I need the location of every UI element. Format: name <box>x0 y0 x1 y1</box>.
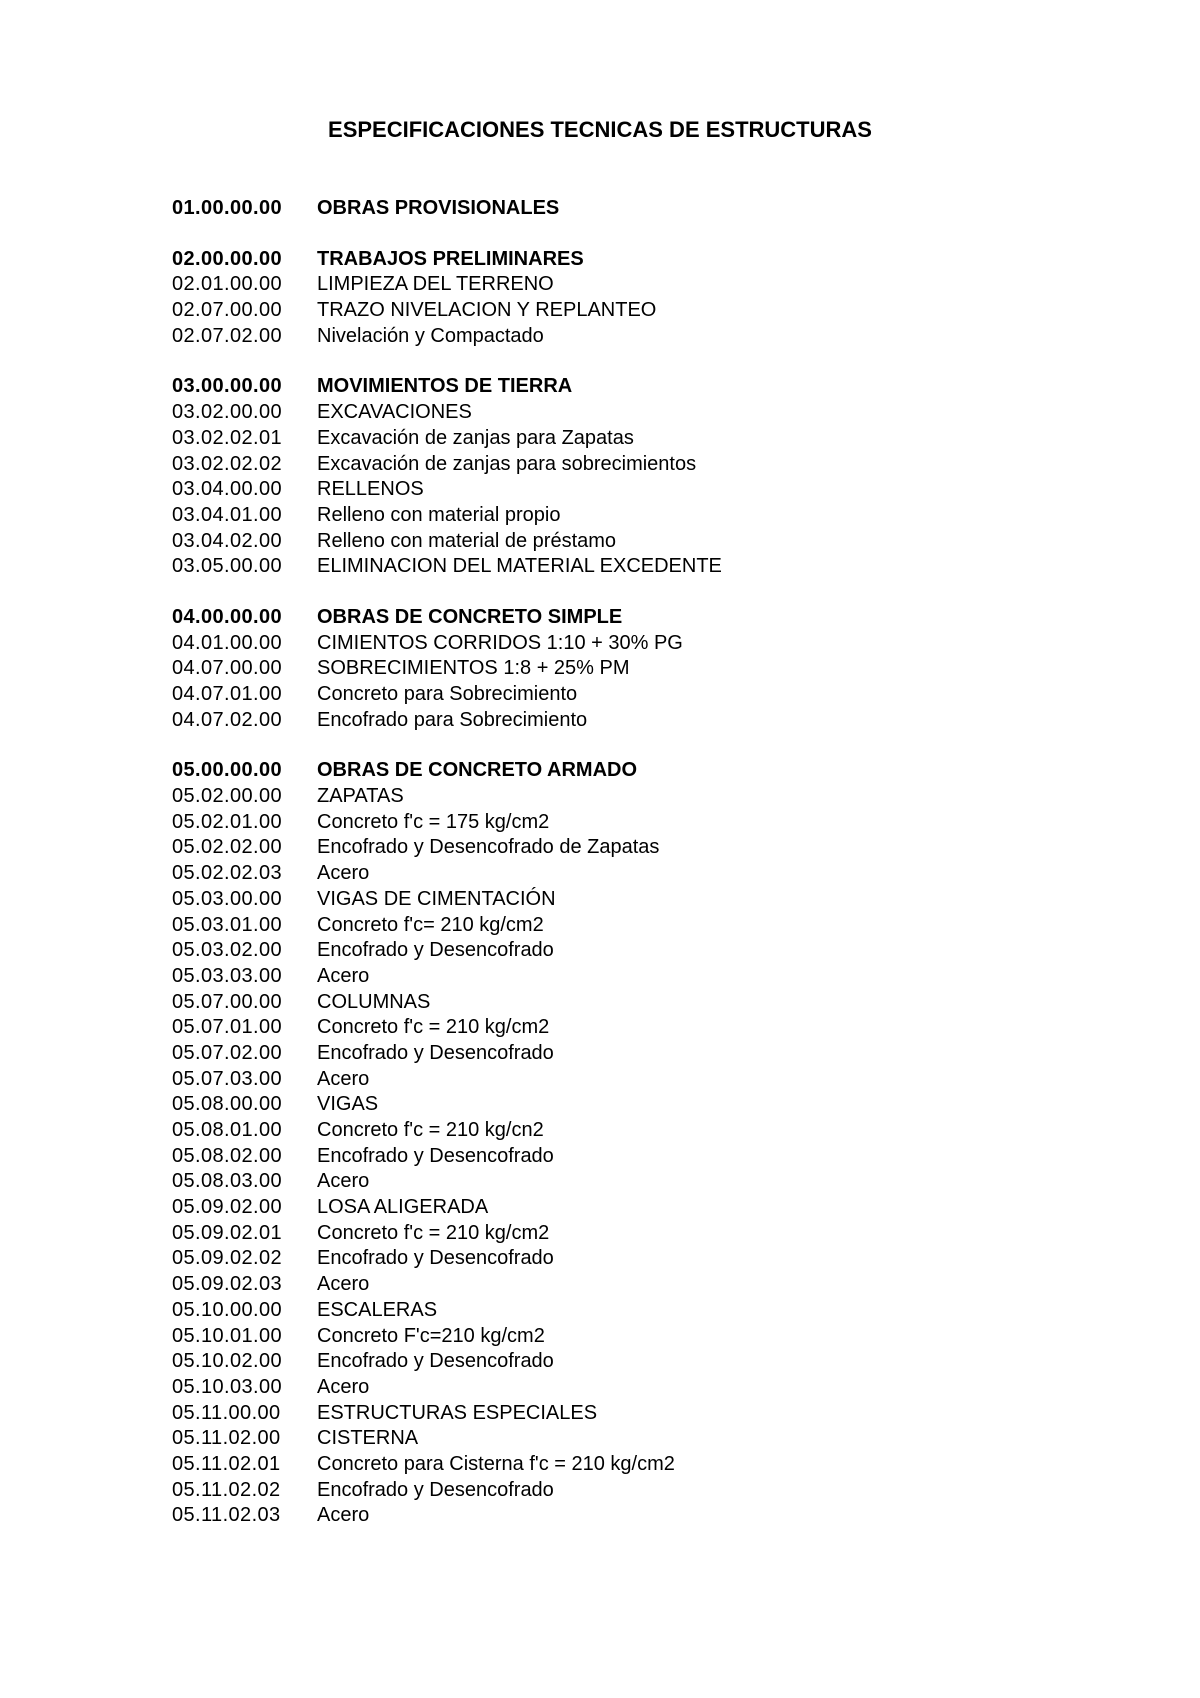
item-code: 04.07.01.00 <box>172 683 283 705</box>
item-code: 05.11.02.02 <box>172 1478 281 1501</box>
item-code: 05.09.02.01 <box>172 1221 283 1244</box>
item-code: 03.04.00.00 <box>172 478 283 501</box>
item-code: 05.11.00.00 <box>172 1401 281 1424</box>
item-label: Encofrado y Desencofrado <box>317 1247 554 1270</box>
item-label: EXCAVACIONES <box>317 401 472 424</box>
list-item <box>172 1067 1132 1093</box>
list-item <box>172 1503 1132 1529</box>
item-code: 05.02.00.00 <box>172 785 283 808</box>
item-label: ESCALERAS <box>317 1298 438 1321</box>
item-code: 05.09.02.02 <box>172 1247 283 1270</box>
item-label: Excavación de zanjas para Zapatas <box>317 426 634 449</box>
item-code: 05.07.01.00 <box>172 1016 283 1039</box>
item-code: 03.04.02.00 <box>172 529 283 552</box>
item-code: 05.09.02.00 <box>172 1196 283 1219</box>
list-item <box>172 1118 1132 1144</box>
list-item <box>172 631 1132 657</box>
item-label: Acero <box>317 862 370 885</box>
list-item <box>172 272 1132 298</box>
list-item <box>172 452 1132 478</box>
item-code: 05.11.02.01 <box>172 1452 281 1475</box>
item-label: CISTERNA <box>317 1427 419 1450</box>
list-item <box>172 990 1132 1016</box>
item-label: CIMIENTOS CORRIDOS 1:10 + 30% PG <box>317 631 683 654</box>
item-label: Concreto f'c = 210 kg/cn2 <box>317 1119 544 1141</box>
item-code: 03.04.01.00 <box>172 503 283 526</box>
list-item <box>172 887 1132 913</box>
item-code: 03.02.02.01 <box>172 426 283 449</box>
list-item <box>172 1349 1132 1375</box>
item-code: 05.11.02.00 <box>172 1427 281 1450</box>
item-label: Acero <box>317 1170 370 1193</box>
list-item <box>172 1144 1132 1170</box>
list-item <box>172 1221 1132 1247</box>
item-code: 03.02.02.02 <box>172 452 283 475</box>
list-item <box>172 1041 1132 1067</box>
item-code: 02.07.02.00 <box>172 324 283 347</box>
item-label: TRAZO NIVELACION Y REPLANTEO <box>317 299 657 322</box>
section-code: 02.00.00.00 <box>172 247 283 270</box>
item-code: 04.01.00.00 <box>172 631 283 654</box>
item-code: 05.10.01.00 <box>172 1324 283 1347</box>
item-code: 05.08.02.00 <box>172 1144 283 1167</box>
item-code: 04.07.02.00 <box>172 708 283 731</box>
item-code: 05.10.00.00 <box>172 1298 283 1321</box>
item-label: LIMPIEZA DEL TERRENO <box>317 273 554 296</box>
document-title: ESPECIFICACIONES TECNICAS DE ESTRUCTURAS <box>328 117 872 142</box>
item-label: VIGAS DE CIMENTACIÓN <box>317 887 556 910</box>
item-label: Acero <box>317 1375 370 1398</box>
list-item <box>172 1375 1132 1401</box>
item-label: Acero <box>317 964 370 987</box>
item-code: 05.03.02.00 <box>172 939 283 962</box>
list-item <box>172 835 1132 861</box>
specification-index <box>172 196 1132 1529</box>
item-code: 05.10.03.00 <box>172 1375 283 1398</box>
item-label: LOSA ALIGERADA <box>317 1196 489 1219</box>
item-label: Excavación de zanjas para sobrecimientos <box>317 452 697 475</box>
list-item <box>172 1015 1132 1041</box>
item-label: COLUMNAS <box>317 990 431 1013</box>
item-code: 03.02.00.00 <box>172 401 283 424</box>
item-label: SOBRECIMIENTOS 1:8 + 25% PM <box>317 657 630 680</box>
section-code: 04.00.00.00 <box>172 605 283 628</box>
list-item <box>172 1324 1132 1350</box>
section-label: MOVIMIENTOS DE TIERRA <box>317 375 573 398</box>
item-label: ZAPATAS <box>317 785 404 808</box>
item-code: 04.07.00.00 <box>172 657 283 680</box>
item-label: Encofrado y Desencofrado <box>317 1041 554 1064</box>
list-item <box>172 1478 1132 1504</box>
item-code: 05.02.02.00 <box>172 836 283 859</box>
section-label: TRABAJOS PRELIMINARES <box>317 247 584 270</box>
list-item <box>172 913 1132 939</box>
list-item <box>172 529 1132 555</box>
item-label: Encofrado y Desencofrado de Zapatas <box>317 836 660 859</box>
item-label: Relleno con material de préstamo <box>317 529 617 552</box>
list-item <box>172 1401 1132 1427</box>
item-label: Acero <box>317 1067 370 1090</box>
item-label: Concreto f'c= 210 kg/cm2 <box>317 913 544 936</box>
item-code: 05.08.01.00 <box>172 1119 283 1141</box>
list-item <box>172 656 1132 682</box>
item-code: 05.07.03.00 <box>172 1067 283 1090</box>
item-label: Encofrado y Desencofrado <box>317 1478 554 1501</box>
item-label: Concreto f'c = 210 kg/cm2 <box>317 1016 550 1039</box>
item-label: Concreto para Cisterna f'c = 210 kg/cm2 <box>317 1452 675 1475</box>
section-label: OBRAS DE CONCRETO ARMADO <box>317 759 638 782</box>
item-code: 05.02.01.00 <box>172 810 283 833</box>
list-item <box>172 1169 1132 1195</box>
item-code: 05.09.02.03 <box>172 1273 283 1296</box>
list-item <box>172 503 1132 529</box>
item-code: 05.08.00.00 <box>172 1093 283 1116</box>
list-item <box>172 1452 1132 1478</box>
item-code: 03.05.00.00 <box>172 555 283 578</box>
item-code: 05.03.03.00 <box>172 964 283 987</box>
item-code: 05.08.03.00 <box>172 1170 283 1193</box>
item-code: 02.07.00.00 <box>172 299 283 322</box>
item-label: VIGAS <box>317 1093 379 1116</box>
item-label: Encofrado y Desencofrado <box>317 939 554 962</box>
list-item <box>172 938 1132 964</box>
item-code: 02.01.00.00 <box>172 273 283 296</box>
section-label: OBRAS DE CONCRETO SIMPLE <box>317 605 623 628</box>
item-label: Acero <box>317 1504 370 1527</box>
item-label: Concreto para Sobrecimiento <box>317 683 578 705</box>
item-code: 05.07.02.00 <box>172 1041 283 1064</box>
item-label: Nivelación y Compactado <box>317 324 544 347</box>
list-item <box>172 810 1132 836</box>
item-label: Relleno con material propio <box>317 503 561 526</box>
section-label: OBRAS PROVISIONALES <box>317 197 560 219</box>
item-label: RELLENOS <box>317 478 424 501</box>
item-code: 05.02.02.03 <box>172 862 283 885</box>
list-item <box>172 1246 1132 1272</box>
item-label: Concreto F'c=210 kg/cm2 <box>317 1324 545 1347</box>
list-item <box>172 426 1132 452</box>
list-item <box>172 964 1132 990</box>
section-heading <box>172 196 1132 222</box>
list-item <box>172 1298 1132 1324</box>
item-label: Concreto f'c = 210 kg/cm2 <box>317 1221 550 1244</box>
item-code: 05.03.00.00 <box>172 887 283 910</box>
list-item <box>172 477 1132 503</box>
item-label: ELIMINACION DEL MATERIAL EXCEDENTE <box>317 555 722 578</box>
list-item <box>172 784 1132 810</box>
list-item <box>172 324 1132 350</box>
list-item <box>172 708 1132 734</box>
list-item <box>172 861 1132 887</box>
list-item <box>172 1272 1132 1298</box>
item-label: ESTRUCTURAS ESPECIALES <box>317 1401 598 1424</box>
list-item <box>172 298 1132 324</box>
section-heading <box>172 605 1132 631</box>
item-label: Acero <box>317 1273 370 1296</box>
list-item <box>172 1426 1132 1452</box>
list-item <box>172 400 1132 426</box>
section-heading <box>172 374 1132 400</box>
item-label: Encofrado y Desencofrado <box>317 1144 554 1167</box>
item-code: 05.10.02.00 <box>172 1350 283 1373</box>
item-code: 05.11.02.03 <box>172 1504 281 1527</box>
item-code: 05.07.00.00 <box>172 990 283 1013</box>
item-label: Encofrado y Desencofrado <box>317 1350 554 1373</box>
section-code: 01.00.00.00 <box>172 197 283 219</box>
list-item <box>172 554 1132 580</box>
section-code: 05.00.00.00 <box>172 759 283 782</box>
section-code: 03.00.00.00 <box>172 375 283 398</box>
list-item <box>172 1092 1132 1118</box>
list-item <box>172 1195 1132 1221</box>
section-heading <box>172 758 1132 784</box>
list-item <box>172 682 1132 708</box>
section-heading <box>172 247 1132 273</box>
item-label: Encofrado para Sobrecimiento <box>317 708 588 731</box>
item-label: Concreto f'c = 175 kg/cm2 <box>317 810 550 833</box>
item-code: 05.03.01.00 <box>172 913 283 936</box>
